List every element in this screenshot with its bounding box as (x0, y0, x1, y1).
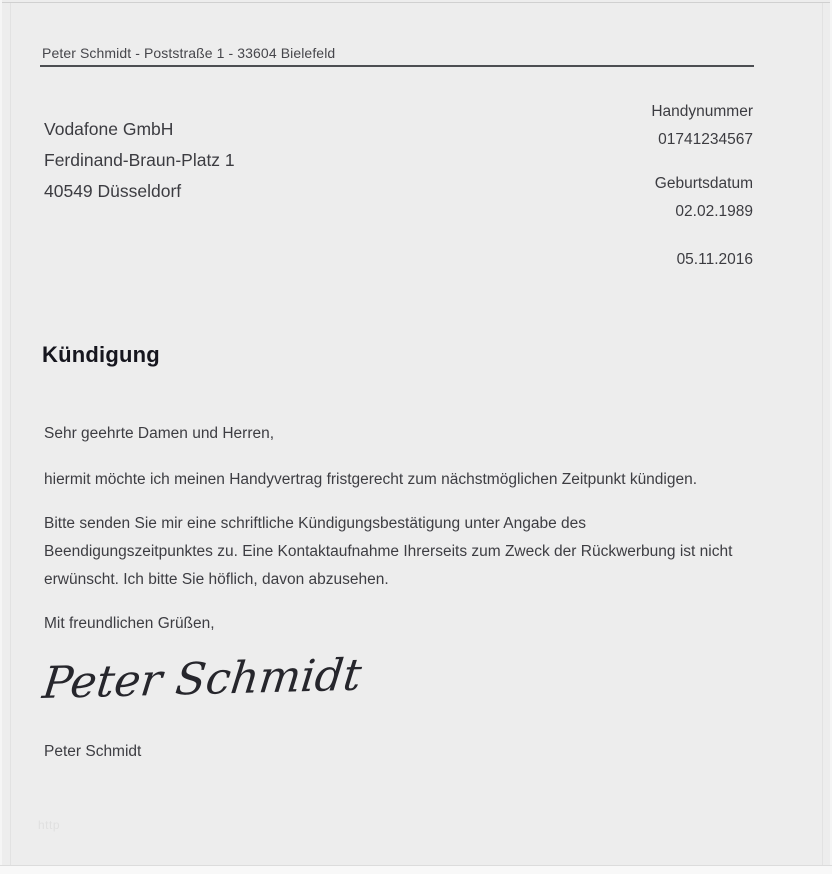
cancellation-paragraph (44, 466, 697, 494)
sender-info-block (651, 102, 753, 270)
phone-label: Handynummer (651, 103, 753, 120)
page-strip-left (0, 0, 2, 874)
sender-address-line: Peter Schmidt - Poststraße 1 - 33604 Bielefeld (42, 45, 336, 61)
confirmation-line-1: Bitte senden Sie mir eine schriftliche Kündigungsbestätigung unter Angabe des (44, 515, 586, 532)
typed-signature-name: Peter Schmidt (44, 743, 142, 760)
closing-line: Mit freundlichen Grüßen, (44, 615, 215, 632)
page-edge-top (0, 2, 832, 3)
page-strip-bottom (0, 866, 832, 874)
confirmation-request-paragraph (44, 510, 732, 594)
handwritten-signature: Peter Schmidt (40, 649, 365, 709)
confirmation-line-2: Beendigungszeitpunktes zu. Eine Kontaktaufnahme Ihrerseits zum Zweck der Rückwerbung ist nicht (44, 543, 733, 560)
letter-date: 05.11.2016 (676, 251, 753, 268)
recipient-address-block (44, 114, 235, 207)
birthdate-value: 02.02.1989 (675, 203, 753, 220)
recipient-street: Ferdinand-Braun-Platz 1 (44, 150, 235, 170)
recipient-name: Vodafone GmbH (44, 119, 174, 139)
watermark-text: http (38, 818, 61, 832)
salutation-line: Sehr geehrte Damen und Herren, (44, 425, 275, 442)
page-edge-left (10, 3, 11, 865)
salutation-paragraph (44, 420, 274, 448)
sender-underline-rule (40, 65, 754, 67)
phone-value: 01741234567 (658, 131, 753, 148)
recipient-city: 40549 Düsseldorf (44, 181, 182, 201)
subject-heading: Kündigung (42, 342, 160, 367)
cancellation-line: hiermit möchte ich meinen Handyvertrag fristgerecht zum nächstmöglichen Zeitpunkt kündigen. (44, 471, 698, 488)
closing-paragraph (44, 610, 215, 638)
birthdate-label: Geburtsdatum (654, 175, 753, 192)
page-edge-right (822, 3, 823, 865)
confirmation-line-3: erwünscht. Ich bitte Sie höflich, davon abzusehen. (44, 571, 389, 588)
